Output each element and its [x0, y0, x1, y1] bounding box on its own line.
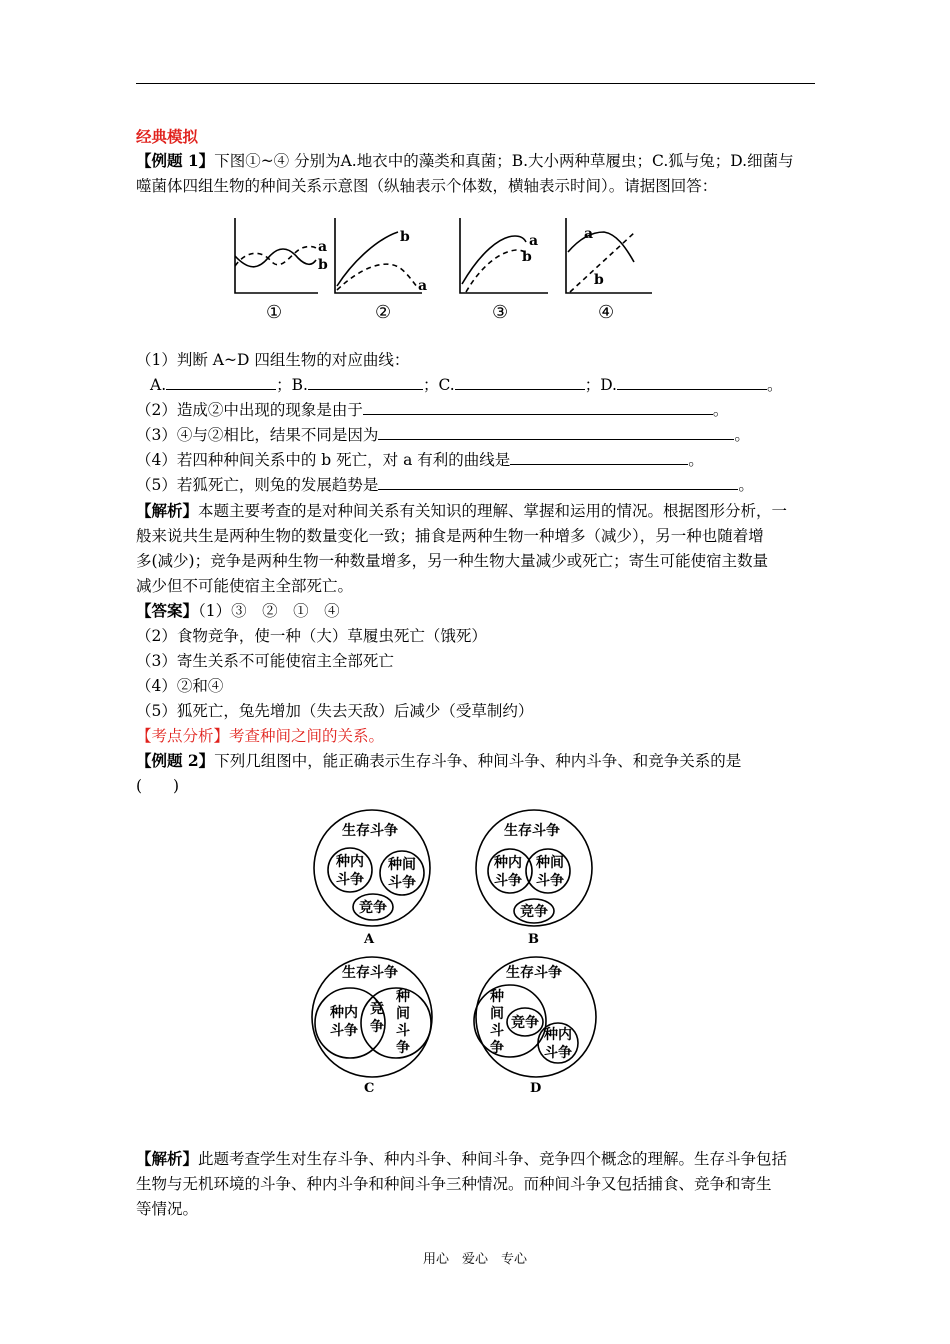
- svg-text:争: 争: [396, 1040, 410, 1056]
- blank-q4[interactable]: [510, 449, 688, 465]
- ex2-jiexi-2: 生物与无机环境的斗争、种内斗争和种间斗争三种情况。而种间斗争又包括捕食、竞争和寄生: [136, 1175, 772, 1193]
- svg-text:种: 种: [490, 989, 504, 1005]
- q5: （5）若狐死亡，则兔的发展趋势是 。: [136, 476, 754, 494]
- graph-2-label-a: a: [418, 278, 428, 294]
- graph-1-label-b: b: [318, 257, 328, 273]
- svg-text:竞争: 竞争: [511, 1015, 539, 1031]
- svg-text:争: 争: [370, 1019, 384, 1035]
- svg-text:D: D: [530, 1081, 542, 1096]
- ex2-jiexi-1: 【解析】此题考查学生对生存斗争、种内斗争、种间斗争、竞争四个概念的理解。生存斗争包括: [136, 1149, 788, 1168]
- ex1-graphs: [220, 208, 660, 328]
- svg-text:间: 间: [490, 1006, 504, 1022]
- graph-2-label-b: b: [400, 229, 410, 245]
- blank-d[interactable]: [617, 374, 767, 390]
- header-rule: [136, 83, 815, 84]
- svg-text:种内: 种内: [494, 855, 522, 871]
- ex1-jiexi-3: 多(减少)；竞争是两种生物一种数量增多，另一种生物大量减少或死亡；寄生可能使宿主数量: [136, 552, 769, 570]
- q1-options: A. ；B. ；C. ；D. 。: [150, 376, 783, 394]
- svg-text:间: 间: [396, 1006, 410, 1022]
- graph-2: [335, 218, 427, 323]
- svg-text:竞争: 竞争: [359, 900, 387, 916]
- svg-text:种: 种: [396, 989, 410, 1005]
- svg-text:竞: 竞: [370, 1001, 384, 1017]
- blank-c[interactable]: [455, 374, 585, 390]
- ex1-tag: 【例题 1】: [136, 151, 215, 170]
- q1: （1）判断 A~D 四组生物的对应曲线：: [136, 351, 410, 369]
- section-title: 经典模拟: [136, 127, 199, 146]
- diagram-b: [476, 810, 592, 947]
- svg-text:争: 争: [490, 1040, 504, 1056]
- ex1-jiexi-4: 减少但不可能使宿主全部死亡。: [136, 577, 354, 595]
- ex1-daan-4: （4）②和④: [136, 677, 224, 695]
- graph-4: [566, 218, 652, 323]
- graph-1-caption: ①: [266, 302, 283, 323]
- q4: （4）若四种种间关系中的 b 死亡，对 a 有利的曲线是 。: [136, 451, 704, 469]
- svg-text:B: B: [528, 932, 539, 947]
- svg-text:种内: 种内: [330, 1005, 358, 1021]
- ex2-paren: ( ): [136, 777, 180, 795]
- ex1-daan-5: （5）狐死亡，兔先增加（失去天敌）后减少（受草制约）: [136, 702, 534, 720]
- svg-text:斗争: 斗争: [336, 872, 364, 888]
- blank-b[interactable]: [308, 374, 423, 390]
- svg-text:斗争: 斗争: [544, 1045, 572, 1061]
- page-footer: 用心 爱心 专心: [422, 1252, 527, 1267]
- svg-text:斗: 斗: [396, 1023, 410, 1039]
- graph-3-label-b: b: [522, 249, 532, 265]
- svg-text:竞争: 竞争: [520, 904, 548, 920]
- graph-4-label-b: b: [594, 272, 604, 288]
- graph-3-caption: ③: [492, 302, 509, 323]
- diagram-c: [312, 957, 432, 1096]
- ex1-line2: 噬菌体四组生物的种间关系示意图（纵轴表示个体数，横轴表示时间）。请据图回答：: [136, 177, 718, 195]
- diagram-a: [314, 810, 430, 947]
- svg-text:种间: 种间: [536, 855, 564, 871]
- blank-q3[interactable]: [378, 424, 734, 440]
- ex1-jiexi-1: 【解析】本题主要考查的是对种间关系有关知识的理解、掌握和运用的情况。根据图形分析，一: [136, 501, 788, 520]
- ex1-daan-3: （3）寄生关系不可能使宿主全部死亡: [136, 652, 394, 670]
- svg-text:种内: 种内: [336, 854, 364, 870]
- graph-1: [235, 218, 328, 323]
- ex1-jiexi-2: 般来说共生是两种生物的数量变化一致；捕食是两种生物一种增多（减少），另一种也随着增: [136, 527, 764, 545]
- svg-text:C: C: [364, 1081, 375, 1096]
- graph-4-label-a: a: [584, 226, 594, 242]
- svg-text:斗争: 斗争: [494, 873, 522, 889]
- q2: （2）造成②中出现的现象是由于 。: [136, 401, 729, 419]
- svg-text:斗: 斗: [490, 1023, 504, 1039]
- diagram-d: [474, 957, 596, 1096]
- ex2-diagrams: [300, 805, 620, 1100]
- graph-1-label-a: a: [318, 239, 328, 255]
- graph-3-label-a: a: [529, 233, 539, 249]
- blank-q2[interactable]: [363, 399, 713, 415]
- ex1-text1: 下图①~④ 分别为A.地衣中的藻类和真菌；B.大小两种草履虫；C.狐与兔；D.细菌与: [214, 152, 794, 170]
- blank-a[interactable]: [166, 374, 276, 390]
- svg-text:斗争: 斗争: [330, 1023, 358, 1039]
- svg-text:种间: 种间: [388, 857, 416, 873]
- svg-text:生存斗争: 生存斗争: [506, 965, 562, 981]
- ex1-daan-2: （2）食物竞争，使一种（大）草履虫死亡（饿死）: [136, 627, 487, 645]
- ex1-daan-1: 【答案】（1）③ ② ① ④: [136, 601, 340, 620]
- ex1-line1: [136, 150, 826, 172]
- graph-4-caption: ④: [598, 302, 615, 323]
- svg-text:斗争: 斗争: [536, 873, 564, 889]
- ex2-line1: 【例题 2】下列几组图中，能正确表示生存斗争、种间斗争、种内斗争、和竞争关系的是: [136, 751, 742, 770]
- svg-text:斗争: 斗争: [388, 875, 416, 891]
- graph-3: [460, 218, 548, 323]
- graph-2-caption: ②: [375, 302, 392, 323]
- blank-q5[interactable]: [378, 474, 738, 490]
- svg-text:种内: 种内: [544, 1027, 572, 1043]
- svg-text:生存斗争: 生存斗争: [342, 965, 398, 981]
- q3: （3）④与②相比，结果不同是因为 。: [136, 426, 750, 444]
- svg-text:生存斗争: 生存斗争: [504, 823, 560, 839]
- svg-text:生存斗争: 生存斗争: [342, 823, 398, 839]
- ex1-kaodian: 【考点分析】考查种间之间的关系。: [136, 727, 385, 745]
- svg-text:A: A: [364, 932, 375, 947]
- ex2-jiexi-3: 等情况。: [136, 1200, 199, 1218]
